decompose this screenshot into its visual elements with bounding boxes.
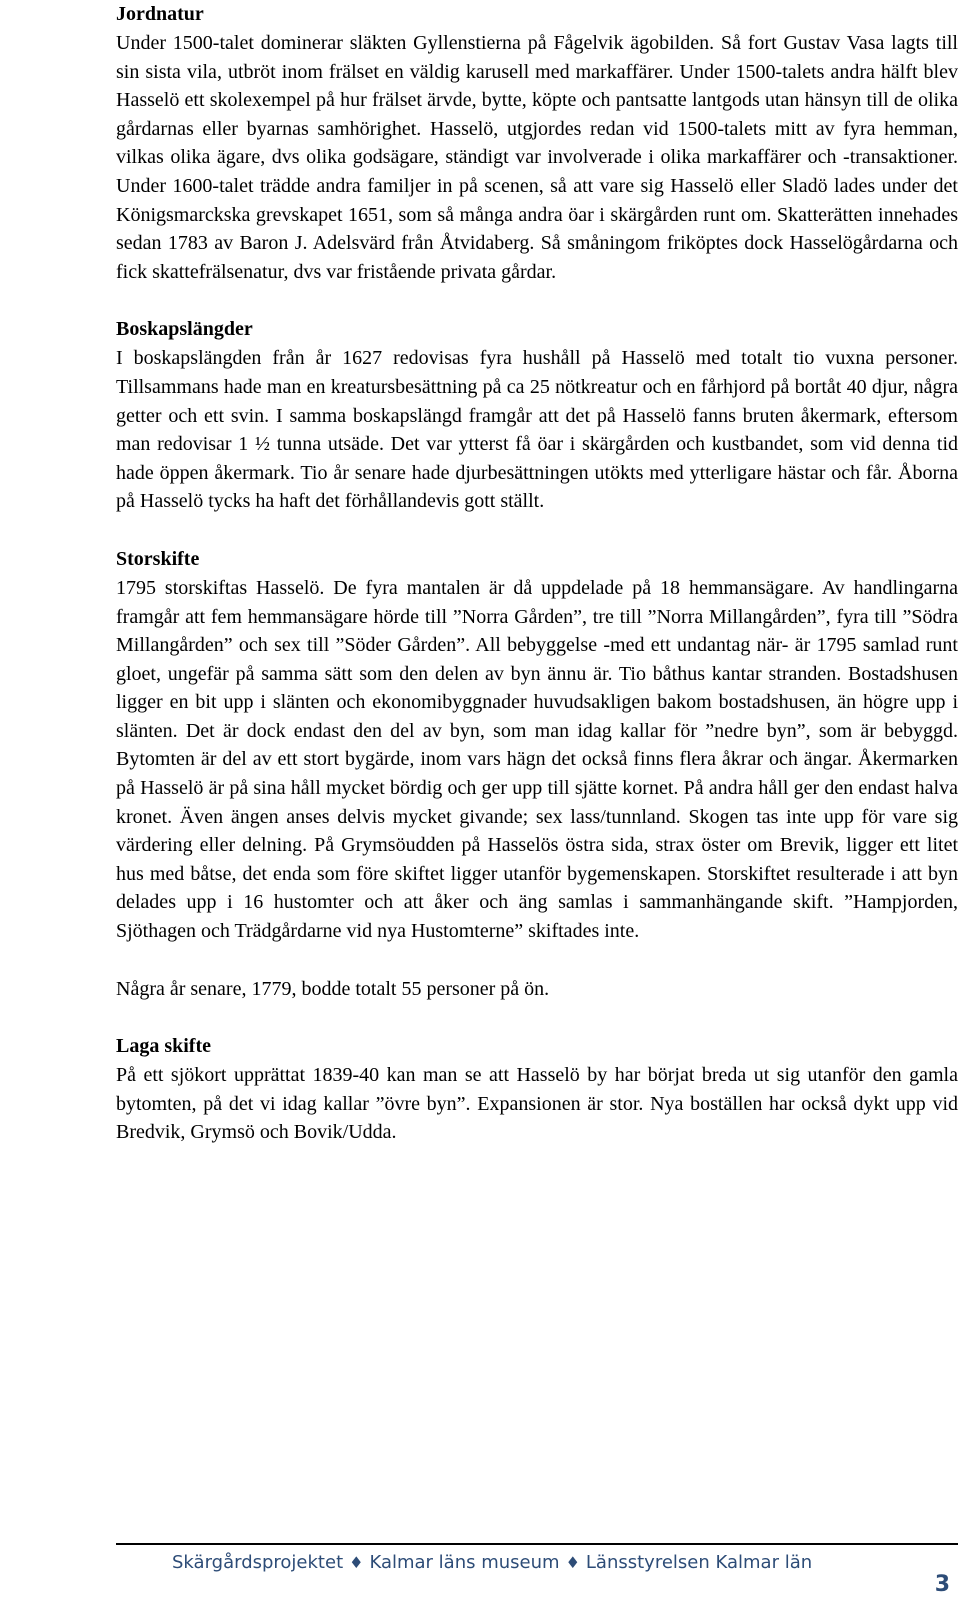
- section-paragraph: I boskapslängden från år 1627 redovisas fyra hushåll på Hasselö med totalt tio vuxna personer. Tillsammans hade man en kreatursbesättning på ca 25 nötkreatur och en fårhjord på bortåt 40 djur, några getter och ett svin. I samma boskapslängd framgår att det på Hasselö fanns bruten åkermark, eftersom man redovisar 1 ½ tunna utsäde. Det var ytterst få öar i skärgården och kustbandet, som vid denna tid hade öppen åkermark. Tio år senare hade djurbesättningen utökts med ytterligare hästar och får. Åborna på Hasselö tycks ha haft det förhållandevis gott ställt.: [116, 347, 958, 513]
- section-paragraph: 1795 storskiftas Hasselö. De fyra mantalen är då uppdelade på 18 hemmansägare. Av handlingarna framgår att fem hemmansägare hörde till ”Norra Gården”, tre till ”Norra Millangården”, fyra till ”Södra Millangården” och sex till ”Söder Gården”. All bebyggelse -med ett undantag när- är 1795 samlad runt gloet, ungefär på samma sätt som den delen av byn ännu är. Tio båthus kantar stranden. Bostadshusen ligger en bit upp i slänten och ekonomibyggnader huvudsakligen bakom bostadshusen, än högre upp i slänten. Det är dock endast den del av byn, som man idag kallar för ”nedre byn”, som är bebyggd. Bytomten är del av ett stort bygärde, inom vars hägn det också finns flera åkrar och ängar. Åkermarken på Hasselö är på sina håll mycket bördig och ger upp till sjätte kornet. På andra håll ger den endast halva kronet. Även ängen anses delvis mycket givande; sex lass/tunnland. Skogen tas inte upp för vare sig värdering eller delning. På Grymsöudden på Hasselös östra sida, strax öster om Brevik, ligger ett litet hus med båtse, det enda som före skiftet ligger utanför bygemenskapen. Storskiftet resulterade i att byn delades upp i 16 hustomter och att åker och äng samlas i sammanhängande skift. ”Hampjorden, Sjöthagen och Trädgårdarne vid nya Hustomterne” skiftades inte.: [116, 576, 958, 943]
- section-jordnatur: [116, 0, 958, 286]
- section-boskapslangder: [116, 315, 958, 516]
- footer-item-project: Skärgårdsprojektet: [172, 1552, 344, 1573]
- section-heading: Laga skifte: [116, 1035, 211, 1058]
- section-heading: Boskapslängder: [116, 318, 253, 341]
- paragraph-spacer: [116, 946, 958, 975]
- footer-divider: [116, 1543, 958, 1545]
- section-storskifte: [116, 545, 958, 1003]
- section-paragraph: Under 1500-talet dominerar släkten Gyllenstierna på Fågelvik ägobilden. Så fort Gustav Vasa lagts till sin sista vila, utbröt inom frälset en väldig karusell med markaffärer. Under 1500-talets andra hälft blev Hasselö ett skolexempel på hur frälset ärvde, bytte, köpte och pantsatte lantgods utan hänsyn till de olika gårdarnas eller byarnas samhörighet. Hasselö, utgjordes redan vid 1500-talets mitt av fyra hemman, vilkas olika ägare, dvs olika godsägare, ständigt var involverade i olika markaffärer och -transaktioner. Under 1600-talet trädde andra familjer in på scenen, så att vare sig Hasselö eller Sladö lades under det Königsmarckska grevskapet 1651, som så många andra öar i skärgården runt om. Skatterätten innehades sedan 1783 av Baron J. Adelsvärd från Åtvidaberg. Så småningom friköptes dock Hasselögårdarna och fick skattefrälsenatur, dvs var fristående privata gårdar.: [116, 32, 958, 283]
- section-spacer: [116, 516, 958, 545]
- footer-item-county-board: Länsstyrelsen Kalmar län: [585, 1552, 813, 1573]
- section-spacer: [116, 286, 958, 315]
- diamond-icon: ♦: [349, 1553, 364, 1572]
- section-paragraph: Några år senare, 1779, bodde totalt 55 personer på ön.: [116, 977, 550, 1000]
- section-spacer: [116, 1003, 958, 1032]
- footer-item-museum: Kalmar läns museum: [369, 1552, 560, 1573]
- section-paragraph: På ett sjökort upprättat 1839-40 kan man se att Hasselö by har börjat breda ut sig utanför den gamla bytomten, på det vi idag kallar ”övre byn”. Expansionen är stor. Nya boställen har också dykt upp vid Bredvik, Grymsö och Bovik/Udda.: [116, 1064, 958, 1144]
- footer: [172, 1551, 812, 1575]
- section-laga-skifte: [116, 1032, 958, 1147]
- page-number: 3: [934, 1572, 950, 1597]
- section-heading: Storskifte: [116, 547, 200, 570]
- diamond-icon: ♦: [565, 1553, 580, 1572]
- document-page: [116, 0, 958, 1147]
- section-heading: Jordnatur: [116, 3, 204, 25]
